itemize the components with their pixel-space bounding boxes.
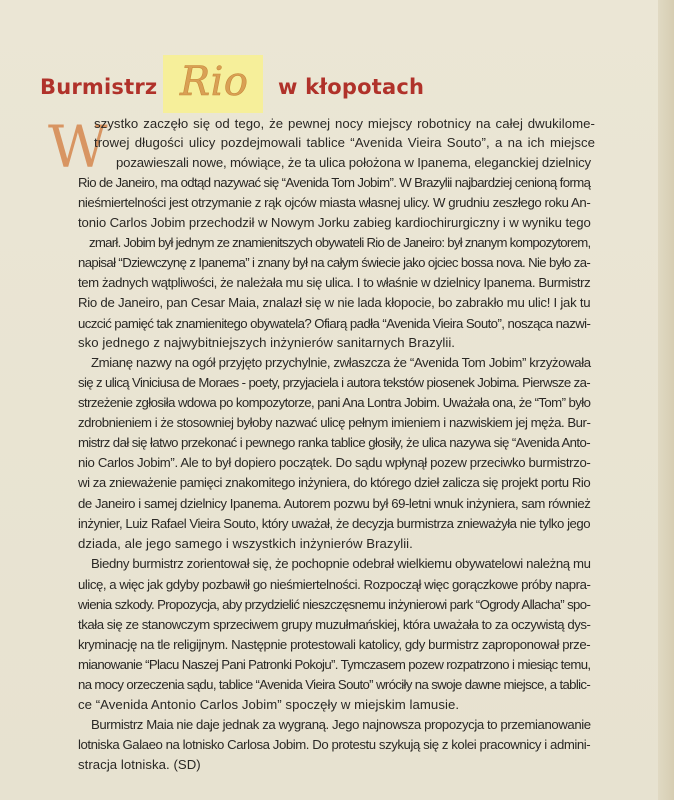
article-line: nio Carlos Jobim”. Ale to był dopiero początek. Do sądu wpłynął pozew przeciwko burmistrzo- bbox=[78, 455, 591, 470]
article-line: tkała się ze stanowczym sprzeciwem grupy muzułmańskiej, która uważała to za oczywistą dys- bbox=[78, 617, 591, 632]
article-line: szystko zaczęło się od tego, że pewnej nocy miejscy robotnicy na całej dwukilome- bbox=[94, 116, 595, 131]
article-line: ulicę, a więc jak gdyby pozbawił go nieśmiertelności. Rozpoczął więc gorączkowe próby napra- bbox=[78, 577, 591, 592]
article-line: stracja lotniska. (SD) bbox=[78, 757, 201, 772]
article-line: tonio Carlos Jobim przechodził w Nowym Jorku zabieg kardiochirurgiczny i w wyniku tego bbox=[78, 215, 591, 230]
article-line: Burmistrz Maia nie daje jednak za wygraną. Jego najnowsza propozycja to przemianowanie bbox=[91, 717, 591, 732]
article-line: strzeżenie zgłosiła wdowa po kompozytorze, pani Ana Lontra Jobim. Uważała ona, że “Tom” było bbox=[78, 395, 591, 410]
article-line: wienia szkody. Propozycja, aby przydzielić nieszczęsnemu inżynierowi park “Ogrody Allacha” spo- bbox=[78, 597, 591, 612]
article-line: wi za znieważenie pamięci znakomitego inżyniera, do którego dzieł zalicza się projekt portu Rio bbox=[78, 475, 591, 490]
article-line: lotniska Galaeo na lotnisko Carlosa Jobim. Do protestu szykują się z kolei pracownicy i admini- bbox=[78, 737, 591, 752]
article-line: pozawieszali nowe, mówiące, że ta ulica położona w Ipanema, eleganckiej dzielnicy bbox=[116, 155, 591, 170]
article-line: zmarł. Jobim był jednym ze znamienitszych obywateli Rio de Janeiro: był znanym kompozytorem, bbox=[89, 235, 591, 250]
article-line: uczcić pamięć tak znamienitego obywatela? Ofiarą padła “Avenida Vieira Souto”, nosząca nazwi- bbox=[78, 316, 591, 331]
article-line: ce “Avenida Antonio Carlos Jobim” spoczęły w miejskim lamusie. bbox=[78, 697, 460, 712]
article-line: dziada, ale jego samego i wszystkich inżynierów Brazylii. bbox=[78, 536, 413, 551]
article-line: napisał “Dziewczynę z Ipanema” i znany był na całym świecie jako ojciec bossa nova. Nie było za- bbox=[78, 255, 591, 270]
article-line: Rio de Janeiro, ma odtąd nazywać się “Avenida Tom Jobim”. W Brazylii najbardziej cenioną formą bbox=[78, 175, 591, 190]
article-line: się z ulicą Viniciusa de Moraes - poety, przyjaciela i autora tekstów piosenek Jobima. Pierwsze za- bbox=[78, 375, 591, 390]
article-line: zdrobnieniem i że stosowniej byłoby nazwać ulicę pełnym imieniem i nazwiskiem jej męża. Bur- bbox=[78, 415, 591, 430]
article-line: inżynier, Luiz Rafael Vieira Souto, który uważał, że decyzja burmistrza znieważyła nie tylko jego bbox=[78, 516, 591, 531]
article-line: Biedny burmistrz zorientował się, że pochopnie odebrał wielkiemu obywatelowi należną mu bbox=[91, 556, 591, 571]
title-word-rio: Rio bbox=[180, 59, 249, 105]
article-line: nieśmiertelności jest otrzymanie z rąk ojców miasta własnej ulicy. W grudniu zeszłego roku An- bbox=[78, 195, 591, 210]
page-edge bbox=[658, 0, 674, 800]
article-title bbox=[38, 55, 538, 117]
article-line: mistrz dał się łatwo przekonać i pewnego ranka tablice głosiły, że ulica nazywa się “Avenida Anto- bbox=[78, 435, 591, 450]
article-line: Rio de Janeiro, pan Cesar Maia, znalazł się w nie lada kłopocie, bo zabrakło mu ulic! I jak tu bbox=[78, 295, 591, 310]
title-word-burmistrz: Burmistrz bbox=[40, 75, 158, 99]
article-line: mianowanie “Placu Naszej Pani Patronki Pokoju”. Tymczasem pozew rozpatrzono i miesiąc temu, bbox=[78, 657, 591, 672]
drop-cap: W bbox=[48, 113, 108, 181]
article-line: sko jednego z najwybitniejszych inżynierów sanitarnych Brazylii. bbox=[78, 335, 456, 350]
article-line: de Janeiro i samej dzielnicy Ipanema. Autorem pozwu był 69-letni wnuk inżyniera, sam również bbox=[78, 496, 591, 511]
article-line: na mocy orzeczenia sądu, tablice “Avenida Vieira Souto” wróciły na swoje dawne miejsce, a tablic- bbox=[78, 677, 591, 692]
article-line: trowej długości ulicy pozdejmowali tablice “Avenida Vieira Souto”, a na ich miejsce bbox=[94, 135, 595, 150]
article-line: Zmianę nazwy na ogół przyjęto przychylnie, zwłaszcza że “Avenida Tom Jobim” krzyżowała bbox=[91, 355, 591, 370]
article-line: tem żadnych wątpliwości, że należała mu się ulica. I to właśnie w dzielnicy Ipanema. Burmistrz bbox=[78, 275, 591, 290]
article-line: kryminację na tle religijnym. Następnie protestowali katolicy, gdy burmistrz zaproponował prze- bbox=[78, 637, 591, 652]
title-word-w-klopotach: w kłopotach bbox=[278, 75, 425, 99]
